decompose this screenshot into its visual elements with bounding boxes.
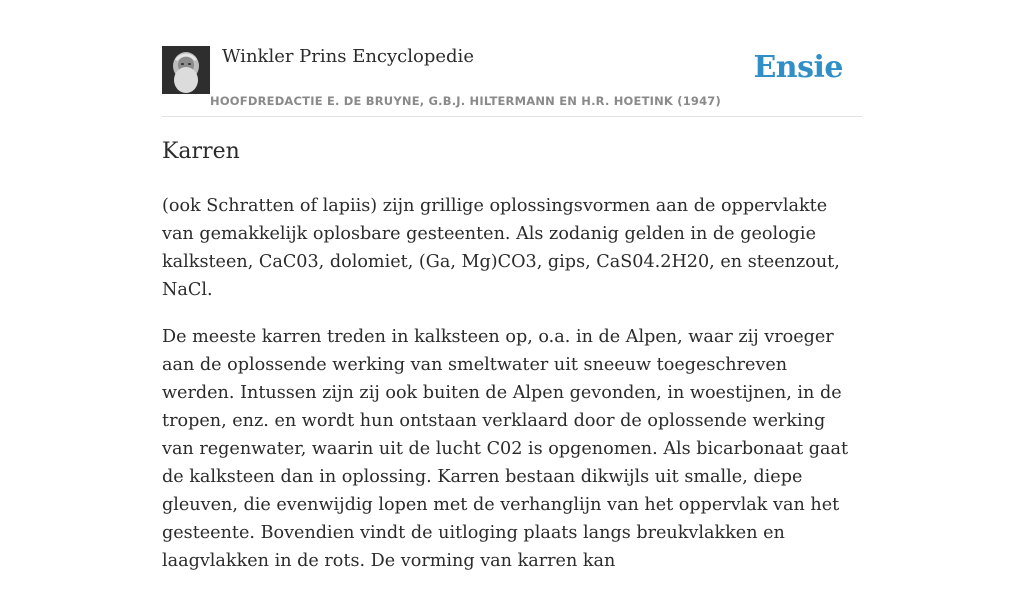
source-title-link[interactable]: Winkler Prins Encyclopedie xyxy=(222,46,474,67)
source-header xyxy=(162,0,862,117)
article-body xyxy=(162,192,862,594)
article-title: Karren xyxy=(162,139,240,164)
portrait-image xyxy=(162,46,210,94)
ensie-logo-link[interactable]: Ensie xyxy=(753,50,843,85)
article-paragraph-2: De meeste karren treden in kalksteen op, o.a. in de Alpen, waar zij vroeger aan de oplossende werking van smeltwater uit sneeuw toegeschreven werden. Intussen zijn zij ook buiten de Alpen gevonden, in woestijnen, in de tropen, enz. en wordt hun ontstaan verklaard door de oplossende werking van regenwater, waarin uit de lucht C02 is opgenomen. Als bicarbonaat gaat de kalksteen dan in oplossing. Karren bestaan dikwijls uit smalle, diepe gleuven, die evenwijdig lopen met de verhanglijn van het oppervlak van het gesteente. Bovendien vindt de uitloging plaats langs breukvlakken en laagvlakken in de rots. De vorming van karren kan xyxy=(162,327,849,571)
page xyxy=(162,0,862,571)
article-paragraph-1: (ook Schratten of lapiis) zijn grillige oplossingsvormen aan de oppervlakte van gemakkelijk oplosbare gesteenten. Als zodanig gelden in de geologie kalksteen, CaC03, dolomiet, (Ga, Mg)CO3, gips, CaS04.2H20, en steenzout, NaCl. xyxy=(162,196,840,300)
source-editors: HOOFDREDACTIE E. DE BRUYNE, G.B.J. HILTERMANN EN H.R. HOETINK (1947) xyxy=(210,94,721,108)
author-avatar[interactable] xyxy=(162,46,210,94)
